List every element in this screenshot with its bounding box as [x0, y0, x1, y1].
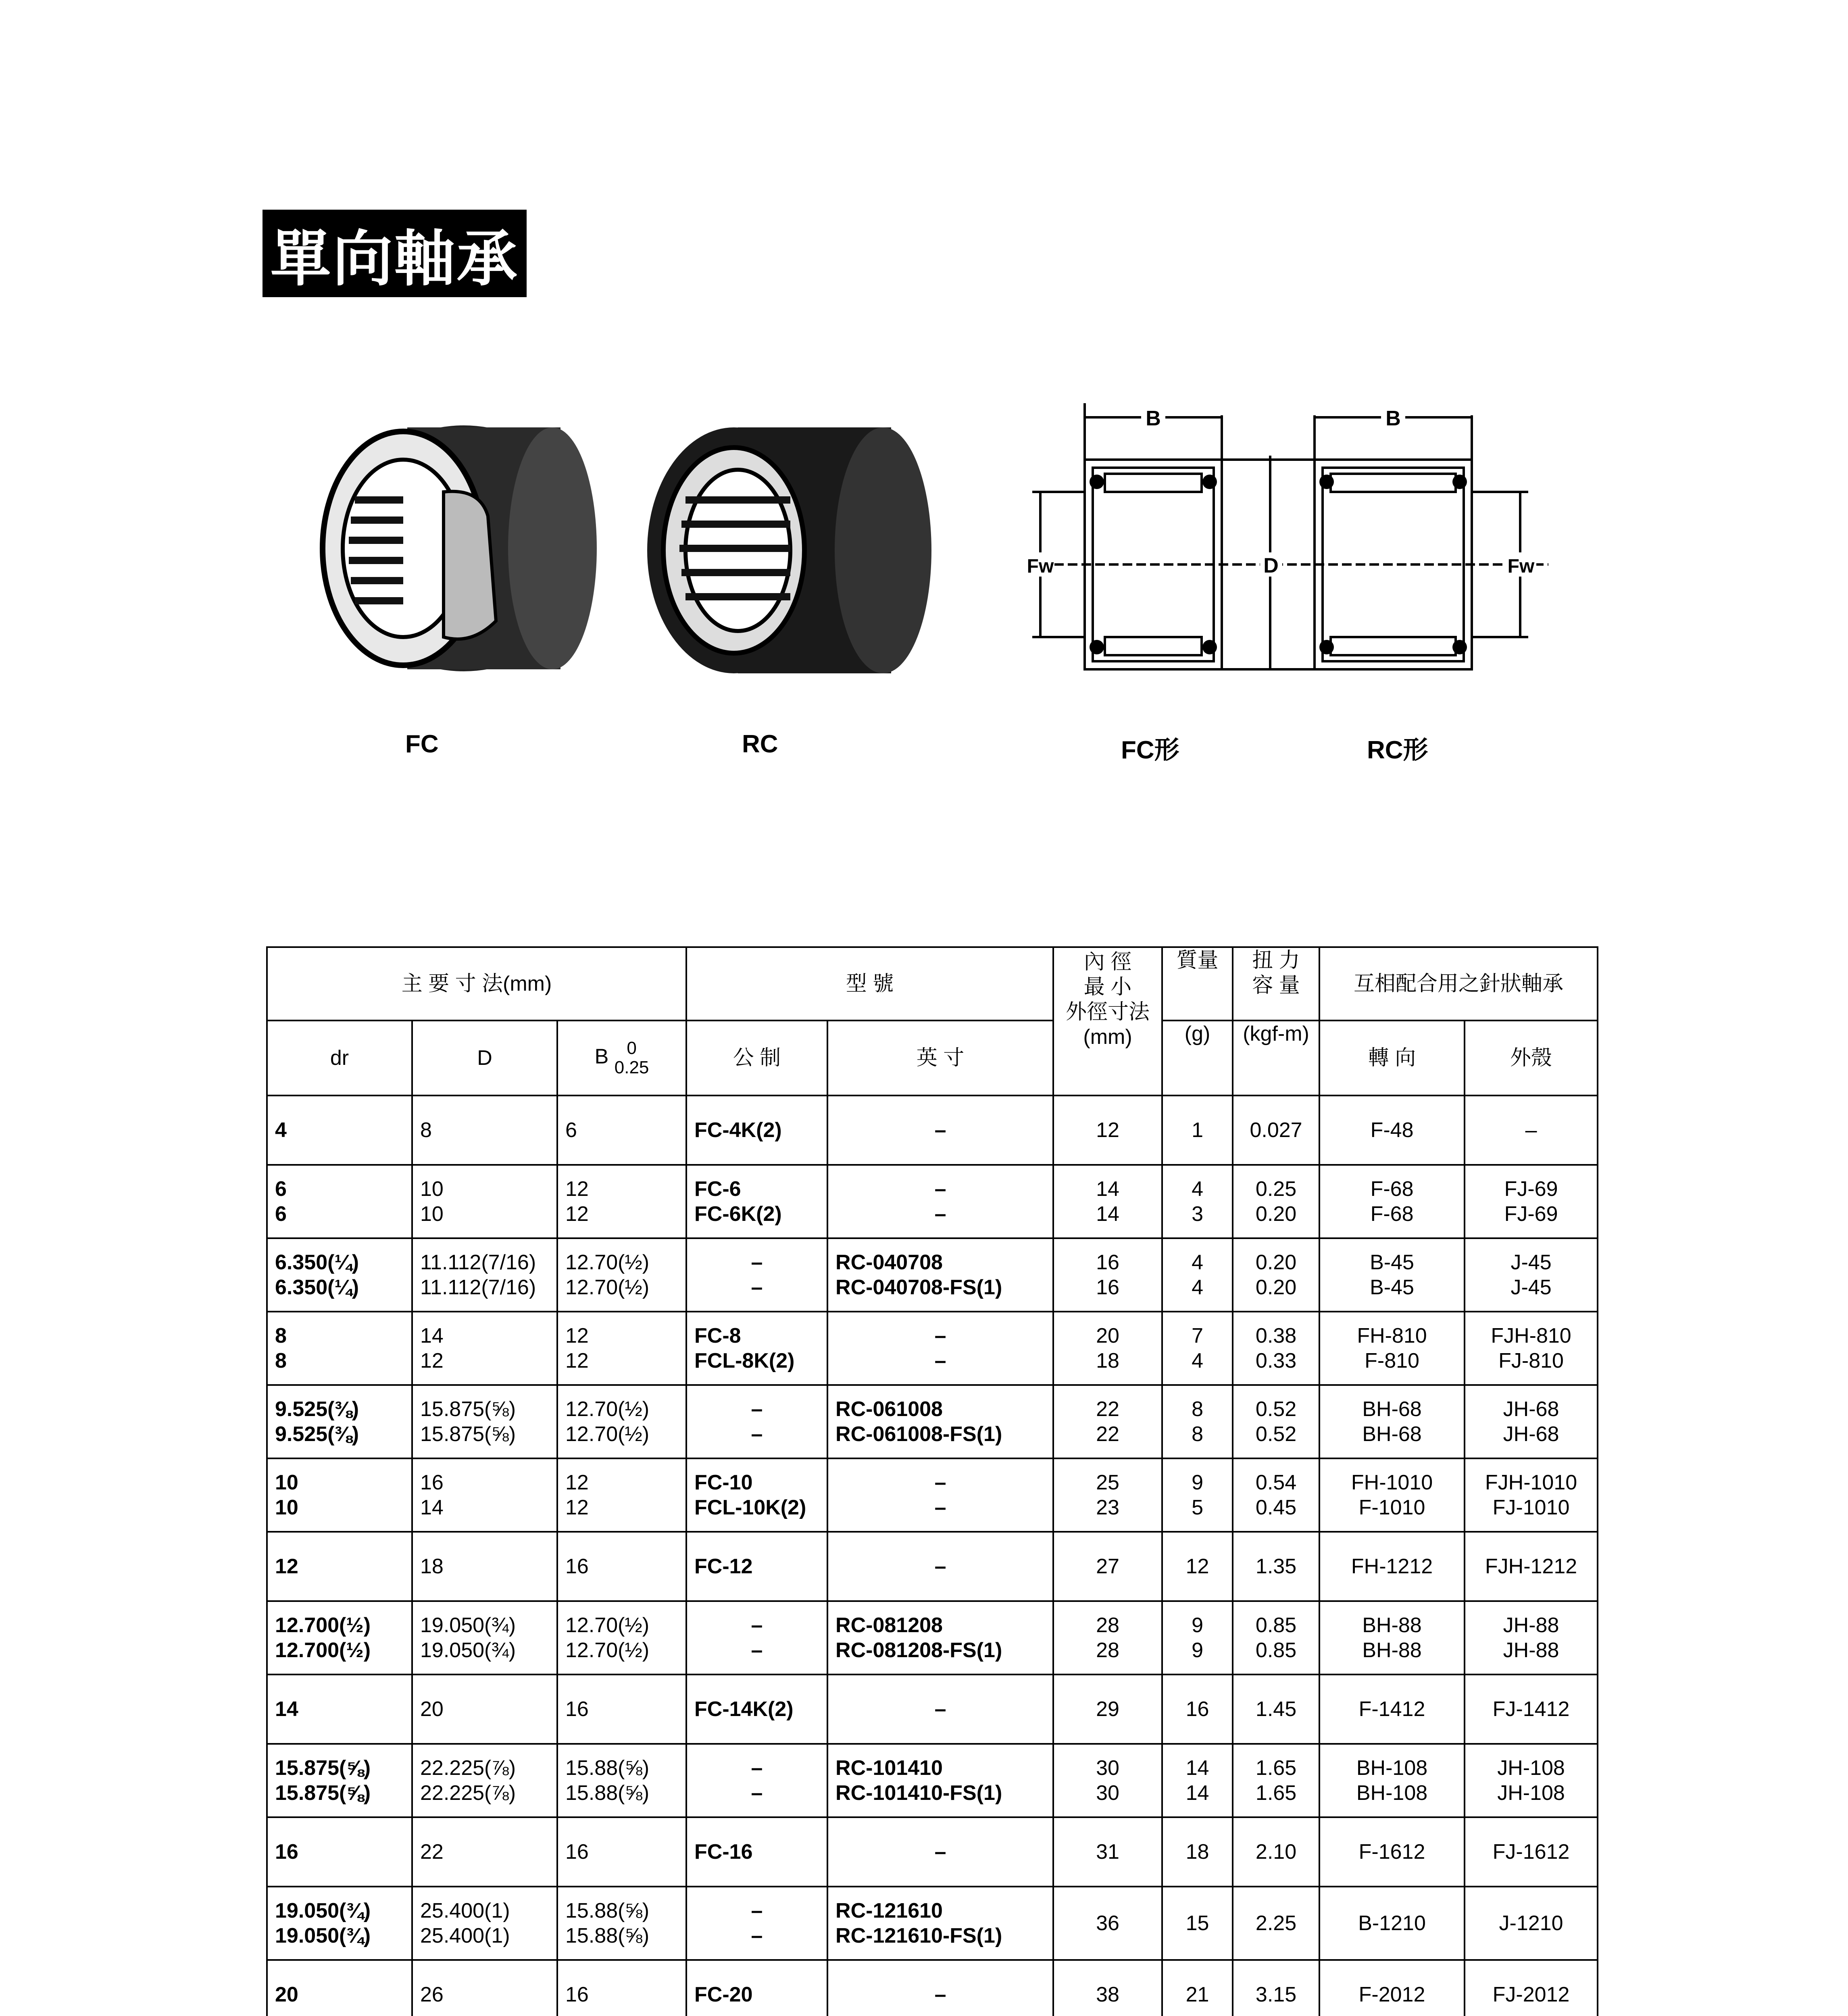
cell-inner: 38	[1053, 1960, 1162, 2016]
cell-torque: 1.35	[1233, 1532, 1319, 1601]
cell-inner: 29	[1053, 1674, 1162, 1744]
cell-dr: 8 8	[267, 1312, 412, 1385]
cell-B: 12 12	[557, 1312, 686, 1385]
cell-torque: 3.15	[1233, 1960, 1319, 2016]
cell-rot: F-68 F-68	[1319, 1165, 1465, 1238]
cell-inner: 25 23	[1053, 1458, 1162, 1532]
cell-metric: FC-6 FC-6K(2)	[686, 1165, 827, 1238]
cell-D: 26	[412, 1960, 557, 2016]
header-metric: 公 制	[686, 1020, 827, 1095]
cell-housing: FJ-2012	[1465, 1960, 1598, 2016]
header-B: B 0 0.25	[557, 1020, 686, 1095]
cell-B: 16	[557, 1674, 686, 1744]
table-row	[267, 1532, 1598, 1601]
header-inch: 英 寸	[827, 1020, 1053, 1095]
cell-metric: – –	[686, 1238, 827, 1312]
cell-torque: 2.10	[1233, 1817, 1319, 1887]
cell-inch: RC-040708 RC-040708-FS(1)	[827, 1238, 1053, 1312]
cell-inch: – –	[827, 1312, 1053, 1385]
table-row	[267, 1312, 1598, 1385]
header-inner-dia: 內 徑 最 小 外徑寸法 (mm)	[1053, 947, 1162, 1095]
cell-inner: 20 18	[1053, 1312, 1162, 1385]
cell-inner: 31	[1053, 1817, 1162, 1887]
cell-dr: 20	[267, 1960, 412, 2016]
cell-dr: 4	[267, 1095, 412, 1165]
cell-metric: – –	[686, 1601, 827, 1674]
cell-rot: BH-88 BH-88	[1319, 1601, 1465, 1674]
header-mass: 質量	[1162, 947, 1233, 1020]
cell-inch: –	[827, 1532, 1053, 1601]
diagram-rc-caption: RC形	[1367, 736, 1428, 764]
dim-fw-label-2: Fw	[1507, 556, 1535, 577]
cell-B: 12.70(½) 12.70(½)	[557, 1385, 686, 1458]
cell-metric: FC-10 FCL-10K(2)	[686, 1458, 827, 1532]
cell-mass: 15	[1162, 1887, 1233, 1960]
cell-rot: FH-1212	[1319, 1532, 1465, 1601]
cell-rot: F-2012	[1319, 1960, 1465, 2016]
cell-inner: 30 30	[1053, 1744, 1162, 1817]
cell-inner: 27	[1053, 1532, 1162, 1601]
cell-dr: 14	[267, 1674, 412, 1744]
cell-inner: 12	[1053, 1095, 1162, 1165]
cell-rot: F-48	[1319, 1095, 1465, 1165]
cell-mass: 4 3	[1162, 1165, 1233, 1238]
table-row	[267, 1385, 1598, 1458]
cell-inch: –	[827, 1095, 1053, 1165]
cell-D: 22	[412, 1817, 557, 1887]
cell-inch: RC-081208 RC-081208-FS(1)	[827, 1601, 1053, 1674]
cell-housing: FJ-1612	[1465, 1817, 1598, 1887]
dim-b-label: B	[1146, 407, 1161, 430]
cell-metric: FC-4K(2)	[686, 1095, 827, 1165]
fc-bearing-photo	[310, 419, 601, 677]
cell-D: 15.875(⅝) 15.875(⅝)	[412, 1385, 557, 1458]
cell-B: 16	[557, 1960, 686, 2016]
cell-torque: 0.52 0.52	[1233, 1385, 1319, 1458]
cell-housing: J-1210	[1465, 1887, 1598, 1960]
cell-rot: BH-108 BH-108	[1319, 1744, 1465, 1817]
cell-housing: FJH-1212	[1465, 1532, 1598, 1601]
table-row	[267, 1458, 1598, 1532]
cell-housing: FJH-1010 FJ-1010	[1465, 1458, 1598, 1532]
cell-B: 15.88(⅝) 15.88(⅝)	[557, 1744, 686, 1817]
cell-B: 12 12	[557, 1458, 686, 1532]
cell-rot: B-45 B-45	[1319, 1238, 1465, 1312]
cell-dr: 6.350(¼) 6.350(¼)	[267, 1238, 412, 1312]
cell-B: 12 12	[557, 1165, 686, 1238]
cell-inch: RC-101410 RC-101410-FS(1)	[827, 1744, 1053, 1817]
cell-torque: 1.45	[1233, 1674, 1319, 1744]
cell-housing: J-45 J-45	[1465, 1238, 1598, 1312]
cell-D: 8	[412, 1095, 557, 1165]
cell-D: 16 14	[412, 1458, 557, 1532]
table-row	[267, 1165, 1598, 1238]
cell-mass: 14 14	[1162, 1744, 1233, 1817]
cross-section-diagram	[1024, 403, 1565, 685]
photo-fc-caption: FC	[405, 730, 439, 758]
cell-dr: 10 10	[267, 1458, 412, 1532]
table-row	[267, 1817, 1598, 1887]
cell-inch: –	[827, 1674, 1053, 1744]
cell-inch: – –	[827, 1458, 1053, 1532]
dim-b-label-2: B	[1385, 407, 1401, 430]
header-D: D	[412, 1020, 557, 1095]
page-title: 單向軸承	[263, 210, 527, 297]
cell-torque: 1.65 1.65	[1233, 1744, 1319, 1817]
cell-B: 16	[557, 1532, 686, 1601]
cell-D: 14 12	[412, 1312, 557, 1385]
cell-torque: 0.85 0.85	[1233, 1601, 1319, 1674]
cell-torque: 0.027	[1233, 1095, 1319, 1165]
table-row	[267, 1887, 1598, 1960]
cell-rot: F-1412	[1319, 1674, 1465, 1744]
cell-metric: – –	[686, 1385, 827, 1458]
cell-mass: 1	[1162, 1095, 1233, 1165]
header-torque: 扭 力 容 量	[1233, 947, 1319, 1020]
cell-metric: FC-16	[686, 1817, 827, 1887]
dim-fw-label: Fw	[1027, 556, 1054, 577]
cell-inner: 22 22	[1053, 1385, 1162, 1458]
cell-dr: 12.700(½) 12.700(½)	[267, 1601, 412, 1674]
cell-mass: 7 4	[1162, 1312, 1233, 1385]
dim-d-label: D	[1263, 554, 1279, 577]
cell-mass: 4 4	[1162, 1238, 1233, 1312]
cell-dr: 6 6	[267, 1165, 412, 1238]
photo-rc-caption: RC	[742, 730, 778, 758]
cell-dr: 15.875(⅝) 15.875(⅝)	[267, 1744, 412, 1817]
cell-torque: 0.54 0.45	[1233, 1458, 1319, 1532]
header-main-dims: 主 要 寸 法(mm)	[267, 947, 686, 1020]
cell-housing: –	[1465, 1095, 1598, 1165]
cell-mass: 12	[1162, 1532, 1233, 1601]
header-mating-bearing: 互相配合用之針狀軸承	[1319, 947, 1598, 1020]
cell-inch: RC-121610 RC-121610-FS(1)	[827, 1887, 1053, 1960]
diagram-fc-caption: FC形	[1121, 736, 1179, 764]
cell-rot: FH-810 F-810	[1319, 1312, 1465, 1385]
cell-D: 19.050(¾) 19.050(¾)	[412, 1601, 557, 1674]
header-mass-unit: (g)	[1162, 1020, 1233, 1095]
cell-housing: FJ-1412	[1465, 1674, 1598, 1744]
cell-mass: 8 8	[1162, 1385, 1233, 1458]
cell-inner: 28 28	[1053, 1601, 1162, 1674]
cell-metric: – –	[686, 1887, 827, 1960]
cell-B: 15.88(⅝) 15.88(⅝)	[557, 1887, 686, 1960]
cell-B: 12.70(½) 12.70(½)	[557, 1601, 686, 1674]
header-rotation: 轉 向	[1319, 1020, 1465, 1095]
cell-housing: JH-108 JH-108	[1465, 1744, 1598, 1817]
cell-mass: 21	[1162, 1960, 1233, 2016]
cell-dr: 19.050(¾) 19.050(¾)	[267, 1887, 412, 1960]
cell-B: 12.70(½) 12.70(½)	[557, 1238, 686, 1312]
cell-torque: 0.20 0.20	[1233, 1238, 1319, 1312]
table-row	[267, 1960, 1598, 2016]
cell-mass: 16	[1162, 1674, 1233, 1744]
cell-dr: 9.525(⅜) 9.525(⅜)	[267, 1385, 412, 1458]
cell-rot: FH-1010 F-1010	[1319, 1458, 1465, 1532]
cell-torque: 0.38 0.33	[1233, 1312, 1319, 1385]
cell-housing: JH-88 JH-88	[1465, 1601, 1598, 1674]
cell-rot: B-1210	[1319, 1887, 1465, 1960]
cell-inch: – –	[827, 1165, 1053, 1238]
table-row	[267, 1095, 1598, 1165]
cell-D: 10 10	[412, 1165, 557, 1238]
cell-housing: JH-68 JH-68	[1465, 1385, 1598, 1458]
cell-torque: 2.25	[1233, 1887, 1319, 1960]
cell-metric: FC-14K(2)	[686, 1674, 827, 1744]
bearing-spec-table	[266, 946, 1598, 2016]
cell-inch: –	[827, 1817, 1053, 1887]
table-row	[267, 1601, 1598, 1674]
cell-metric: FC-12	[686, 1532, 827, 1601]
cell-rot: BH-68 BH-68	[1319, 1385, 1465, 1458]
table-row	[267, 1744, 1598, 1817]
cell-metric: – –	[686, 1744, 827, 1817]
rc-bearing-photo	[641, 419, 931, 681]
cell-B: 16	[557, 1817, 686, 1887]
cell-dr: 16	[267, 1817, 412, 1887]
cell-D: 20	[412, 1674, 557, 1744]
table-row	[267, 1674, 1598, 1744]
cell-D: 25.400(1) 25.400(1)	[412, 1887, 557, 1960]
table-row	[267, 1238, 1598, 1312]
cell-D: 11.112(7/16) 11.112(7/16)	[412, 1238, 557, 1312]
cell-inner: 36	[1053, 1887, 1162, 1960]
cell-dr: 12	[267, 1532, 412, 1601]
cell-D: 22.225(⅞) 22.225(⅞)	[412, 1744, 557, 1817]
cell-mass: 9 9	[1162, 1601, 1233, 1674]
header-model: 型 號	[686, 947, 1053, 1020]
cell-mass: 9 5	[1162, 1458, 1233, 1532]
header-housing: 外殼	[1465, 1020, 1598, 1095]
cell-housing: FJ-69 FJ-69	[1465, 1165, 1598, 1238]
cell-metric: FC-8 FCL-8K(2)	[686, 1312, 827, 1385]
cell-inner: 14 14	[1053, 1165, 1162, 1238]
spec-table-body	[267, 1095, 1598, 2016]
cell-D: 18	[412, 1532, 557, 1601]
cell-inner: 16 16	[1053, 1238, 1162, 1312]
cell-housing: FJH-810 FJ-810	[1465, 1312, 1598, 1385]
header-torque-unit: (kgf-m)	[1233, 1020, 1319, 1095]
cell-B: 6	[557, 1095, 686, 1165]
header-dr: dr	[267, 1020, 412, 1095]
cell-rot: F-1612	[1319, 1817, 1465, 1887]
cell-inch: –	[827, 1960, 1053, 2016]
cell-torque: 0.25 0.20	[1233, 1165, 1319, 1238]
cell-mass: 18	[1162, 1817, 1233, 1887]
cell-inch: RC-061008 RC-061008-FS(1)	[827, 1385, 1053, 1458]
cell-metric: FC-20	[686, 1960, 827, 2016]
